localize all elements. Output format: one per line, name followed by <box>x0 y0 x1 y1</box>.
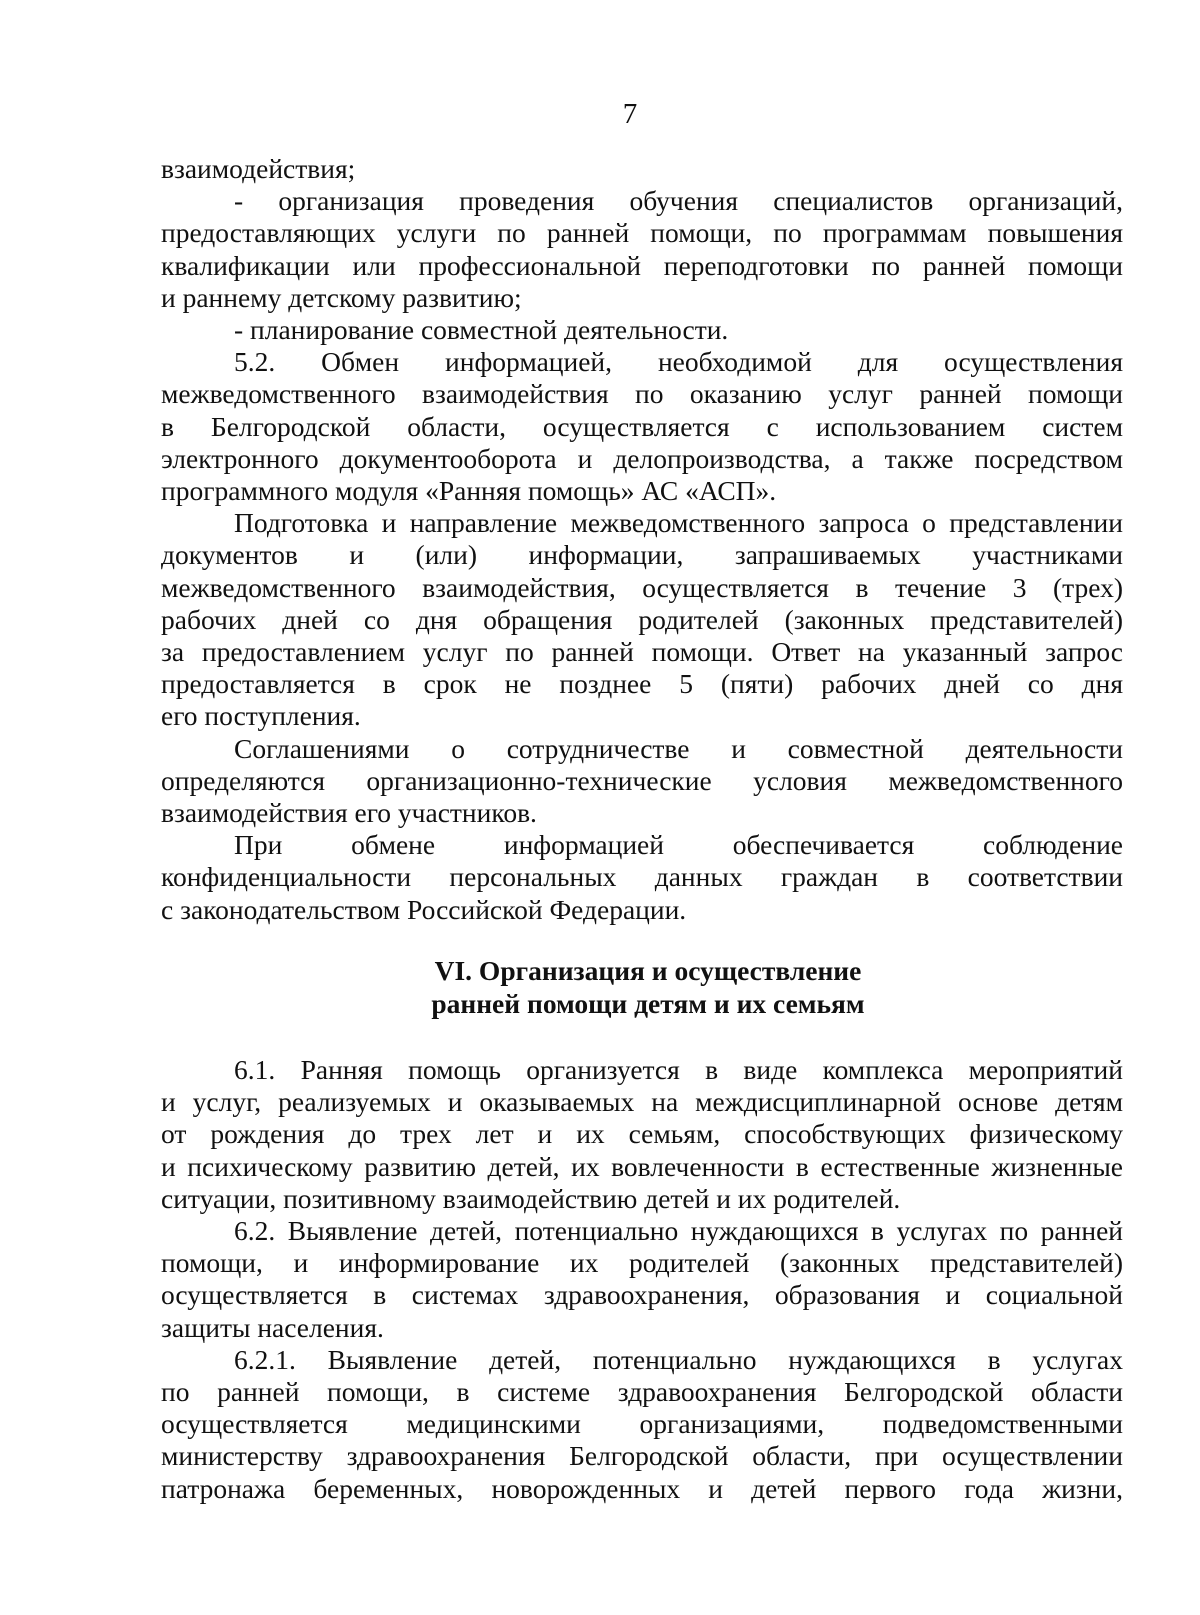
text-line: электронного документооборота и делопроизводства, а также посредством <box>161 442 1123 474</box>
section-6-heading-line: ранней помощи детям и их семьям <box>431 987 865 1019</box>
text-line: 6.1. Ранняя помощь организуется в виде комплекса мероприятий <box>234 1054 1123 1085</box>
text-line: и раннему детскому развитию; <box>161 281 522 313</box>
text-line: взаимодействия; <box>161 153 356 184</box>
text-line: конфиденциальности персональных данных граждан в соответствии <box>161 861 1123 893</box>
text-line: предоставляющих услуги по ранней помощи, по программам повышения <box>161 217 1123 249</box>
text-line: квалификации или профессиональной переподготовки по ранней помощи <box>161 249 1123 281</box>
text-line: межведомственного взаимодействия по оказанию услуг ранней помощи <box>161 378 1123 410</box>
text-line: от рождения до трех лет и их семьям, способствующих физическому <box>161 1118 1123 1150</box>
text-line: программного модуля «Ранняя помощь» АС «АСП». <box>161 475 777 507</box>
text-line: документов и (или) информации, запрашиваемых участниками <box>161 539 1123 571</box>
text-line: осуществляется в системах здравоохранения, образования и социальной <box>161 1279 1123 1311</box>
text-line: - организация проведения обучения специалистов организаций, <box>234 185 1123 217</box>
text-line: за предоставлением услуг по ранней помощи. Ответ на указанный запрос <box>161 636 1123 668</box>
section-6-heading-line: VI. Организация и осуществление <box>434 955 862 986</box>
text-line: и психическому развитию детей, их вовлеченности в естественные жизненные <box>161 1150 1123 1182</box>
section-6-text <box>161 1054 1123 1505</box>
text-line: с законодательством Российской Федерации. <box>161 893 687 925</box>
section-5-text <box>161 153 1123 926</box>
text-line: взаимодействия его участников. <box>161 797 537 829</box>
text-line: рабочих дней со дня обращения родителей (законных представителей) <box>161 603 1123 635</box>
text-line: предоставляется в срок не позднее 5 (пяти) рабочих дней со дня <box>161 668 1123 700</box>
text-line: его поступления. <box>161 700 361 732</box>
text-line: и услуг, реализуемых и оказываемых на междисциплинарной основе детям <box>161 1086 1123 1118</box>
text-line: - планирование совместной деятельности. <box>234 314 729 346</box>
text-line: Подготовка и направление межведомственного запроса о представлении <box>234 507 1123 539</box>
text-line: министерству здравоохранения Белгородской области, при осуществлении <box>161 1440 1123 1472</box>
text-line: в Белгородской области, осуществляется с использованием систем <box>161 410 1123 442</box>
text-line: патронажа беременных, новорожденных и детей первого года жизни, <box>161 1472 1123 1504</box>
text-line: 6.2. Выявление детей, потенциально нуждающихся в услугах по ранней <box>234 1215 1123 1247</box>
text-line: помощи, и информирование их родителей (законных представителей) <box>161 1247 1123 1279</box>
text-line: межведомственного взаимодействия, осуществляется в течение 3 (трех) <box>161 571 1123 603</box>
text-line: защиты населения. <box>161 1311 384 1343</box>
text-line: ситуации, позитивному взаимодействию детей и их родителей. <box>161 1182 901 1214</box>
text-line: Соглашениями о сотрудничестве и совместной деятельности <box>234 732 1123 764</box>
text-line: 5.2. Обмен информацией, необходимой для осуществления <box>234 346 1123 378</box>
text-line: определяются организационно-технические условия межведомственного <box>161 764 1123 796</box>
section-6-heading <box>161 955 1123 1020</box>
text-line: При обмене информацией обеспечивается соблюдение <box>234 829 1123 861</box>
text-line: 6.2.1. Выявление детей, потенциально нуждающихся в услугах <box>234 1343 1123 1375</box>
text-line: осуществляется медицинскими организациями, подведомственными <box>161 1408 1123 1440</box>
text-line: по ранней помощи, в системе здравоохранения Белгородской области <box>161 1376 1123 1408</box>
page-number: 7 <box>622 98 638 130</box>
